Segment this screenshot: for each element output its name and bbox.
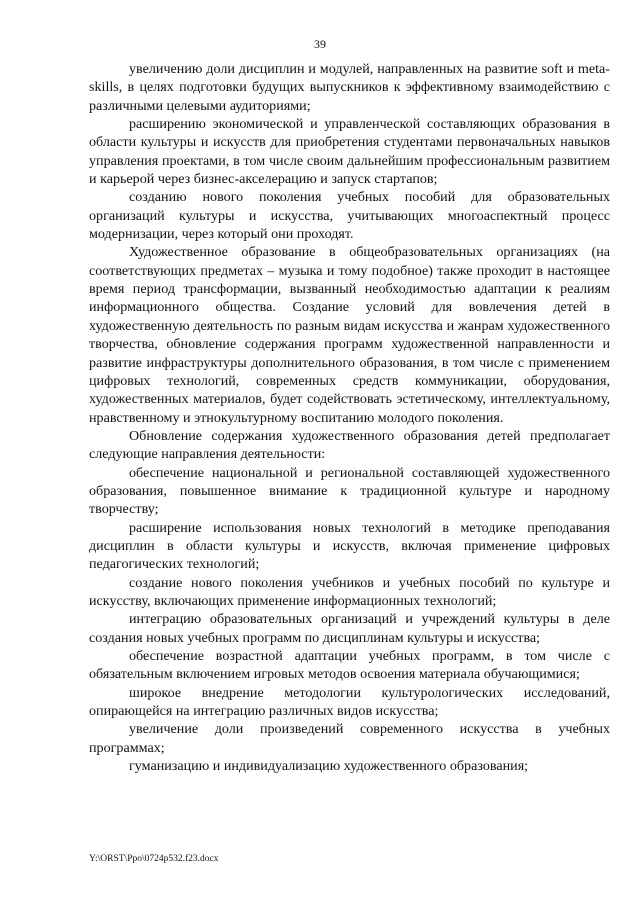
list-item-methodology: широкое внедрение методологии культурологических исследований, опирающейся на интеграцию различных видов искусства; [89, 684, 610, 720]
paragraph-new-textbooks: созданию нового поколения учебных пособий для образовательных организаций культуры и искусства, учитывающих многоаспектный процесс модернизации, через который они проходят. [89, 189, 610, 243]
list-item-contemporary-art: увеличение доли произведений современного искусства в учебных программах; [89, 721, 610, 756]
list-item-national-component: обеспечение национальной и региональной составляющей художественного образования, повышенное внимание к традиционной культуре и народному творчеству; [89, 464, 610, 518]
document-body [89, 60, 610, 775]
list-item-new-technologies: расширение использования новых технологий в методике преподавания дисциплин в области культуры и искусств, включая применение цифровых педагогических технологий; [89, 519, 610, 573]
list-item-humanization: гуманизацию и индивидуализацию художественного образования; [129, 758, 529, 775]
paragraph-economic-component: расширению экономической и управленческой составляющих образования в области культуры и искусств для приобретения студентами первоначальных навыков управления проектами, в том числе своим дальнейшим профессиональным развитием и карьерой через бизнес-акселерацию и запуск стартапов; [89, 116, 610, 188]
list-item-age-adaptation: обеспечение возрастной адаптации учебных программ, в том числе с обязательным включением игровых методов освоения материала обучающимися; [89, 648, 610, 683]
file-path-footer: Y:\ORST\Ppo\0724p532.f23.docx [89, 854, 219, 864]
page-number: 39 [314, 37, 326, 51]
paragraph-directions-intro: Обновление содержания художественного образования детей предполагает следующие направления деятельности: [89, 427, 610, 463]
list-item-new-textbooks: создание нового поколения учебников и учебных пособий по культуре и искусству, включающих применение информационных технологий; [89, 574, 610, 609]
paragraph-soft-skills: увеличению доли дисциплин и модулей, направленных на развитие soft и meta-skills, в целях подготовки будущих выпускников к эффективному взаимодействию с различными целевыми аудиториями; [89, 61, 610, 114]
paragraph-art-education: Художественное образование в общеобразовательных организациях (на соответствующих предметах – музыка и тому подобное) также проходит в настоящее время период трансформации, вызванный необходимостью адаптации к реалиям информационного общества. Создание условий для вовлечения детей в художественную деятельность по разным видам искусства и жанрам художественного творчества, обновление содержания программ художественной направленности и развитие инфраструктуры дополнительного образования, в том числе с применением цифровых технологий, современных средств коммуникации, оборудования, художественных материалов, будет содействовать эстетическому, интеллектуальному, нравственному и этнокультурному воспитанию молодого поколения. [89, 244, 610, 426]
list-item-integration: интеграцию образовательных организаций и учреждений культуры в деле создания новых учебных программ по дисциплинам культуры и искусства; [89, 611, 610, 646]
